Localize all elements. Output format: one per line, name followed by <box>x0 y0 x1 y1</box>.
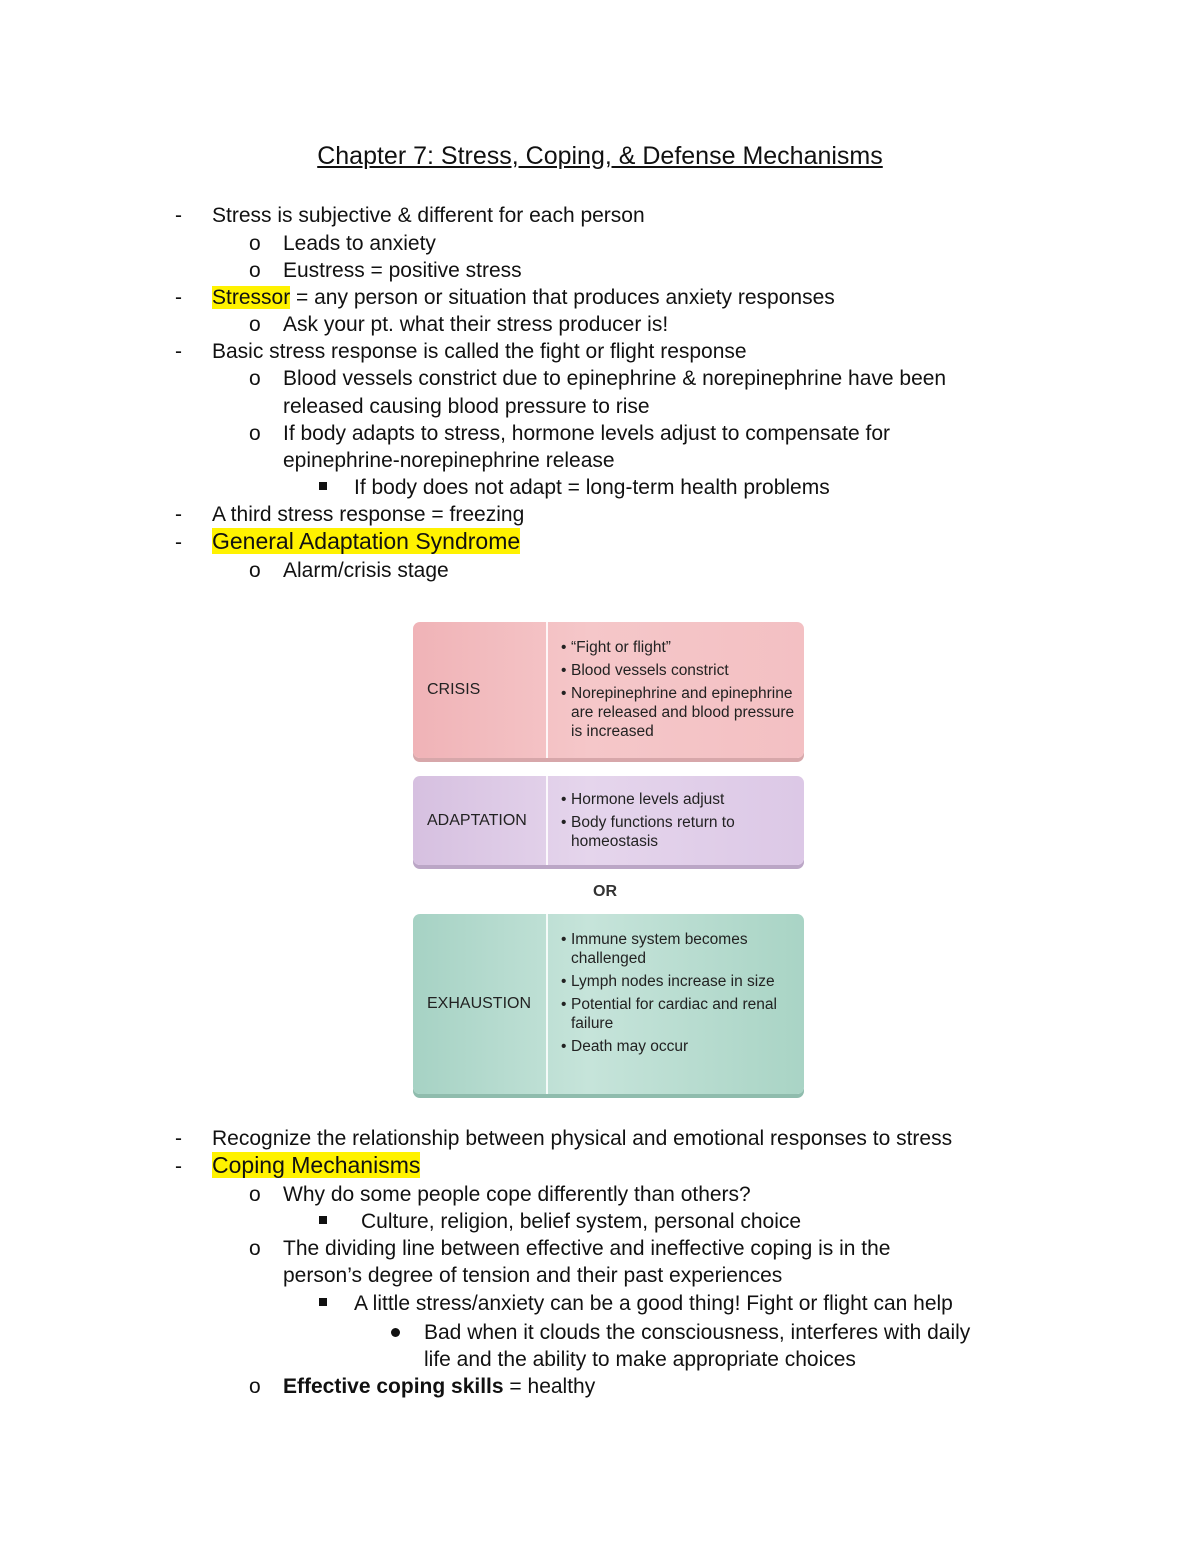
adaptation-item: • Body functions return to homeostasis <box>561 813 798 851</box>
square-bullet-icon <box>319 1298 327 1306</box>
circle-marker: o <box>249 367 261 390</box>
note-body-adapts-1: If body adapts to stress, hormone levels adjust to compensate for <box>283 422 890 445</box>
circle-marker: o <box>249 422 261 445</box>
circle-marker: o <box>249 232 261 255</box>
highlight-gas: General Adaptation Syndrome <box>212 528 521 554</box>
note-bad-when-2: life and the ability to make appropriate choices <box>424 1348 856 1371</box>
exhaustion-item: • Lymph nodes increase in size <box>561 972 798 991</box>
crisis-item: • “Fight or flight” <box>561 638 798 657</box>
circle-marker: o <box>249 1375 261 1398</box>
dash-marker: - <box>175 204 182 227</box>
circle-marker: o <box>249 259 261 282</box>
note-blood-vessels-1: Blood vessels constrict due to epinephrine & norepinephrine have been <box>283 367 947 390</box>
note-dividing-line-2: person’s degree of tension and their past experiences <box>283 1264 783 1287</box>
note-body-adapts-2: epinephrine-norepinephrine release <box>283 449 615 472</box>
square-bullet-icon <box>319 1216 327 1224</box>
note-why-cope: Why do some people cope differently than others? <box>283 1183 751 1206</box>
note-freezing: A third stress response = freezing <box>212 503 525 526</box>
crisis-item: • Norepinephrine and epinephrine are released and blood pressure is increased <box>561 684 798 741</box>
note-eustress: Eustress = positive stress <box>283 259 522 282</box>
round-bullet-icon <box>391 1328 400 1337</box>
dash-marker: - <box>175 340 182 363</box>
note-alarm-stage: Alarm/crisis stage <box>283 559 449 582</box>
exhaustion-item: • Immune system becomes challenged <box>561 930 798 968</box>
note-culture: Culture, religion, belief system, personal choice <box>361 1210 802 1233</box>
crisis-label: CRISIS <box>427 681 481 698</box>
adaptation-divider <box>546 776 548 865</box>
note-recognize: Recognize the relationship between physical and emotional responses to stress <box>212 1127 953 1150</box>
effective-coping-bold: Effective coping skills <box>283 1375 504 1398</box>
adaptation-item: • Hormone levels adjust <box>561 790 798 809</box>
or-label: OR <box>593 883 617 900</box>
exhaustion-label: EXHAUSTION <box>427 995 532 1012</box>
note-stressor <box>212 284 835 311</box>
note-gas-heading <box>212 528 520 555</box>
circle-marker: o <box>249 313 261 336</box>
crisis-list <box>561 638 798 745</box>
note-stress-subjective: Stress is subjective & different for each person <box>212 204 645 227</box>
note-blood-vessels-2: released causing blood pressure to rise <box>283 395 650 418</box>
note-ask-pt: Ask your pt. what their stress producer is! <box>283 313 669 336</box>
highlight-stressor: Stressor <box>212 286 291 309</box>
highlight-coping: Coping Mechanisms <box>212 1152 421 1178</box>
crisis-item: • Blood vessels constrict <box>561 661 798 680</box>
gas-exhaustion-box <box>413 914 804 1094</box>
circle-marker: o <box>249 1237 261 1260</box>
effective-coping-rest: = healthy <box>503 1375 596 1398</box>
note-effective-coping <box>283 1373 595 1400</box>
adaptation-list <box>561 790 798 855</box>
note-fight-or-flight: Basic stress response is called the fight or flight response <box>212 340 747 363</box>
circle-marker: o <box>249 559 261 582</box>
note-little-stress: A little stress/anxiety can be a good thing! Fight or flight can help <box>354 1292 953 1315</box>
exhaustion-list <box>561 930 798 1060</box>
note-not-adapt: If body does not adapt = long-term health problems <box>354 476 830 499</box>
adaptation-label: ADAPTATION <box>427 811 527 829</box>
circle-marker: o <box>249 1183 261 1206</box>
square-bullet-icon <box>319 482 327 490</box>
exhaustion-divider <box>546 914 548 1094</box>
page-title: Chapter 7: Stress, Coping, & Defense Mechanisms <box>317 142 883 170</box>
exhaustion-item: • Potential for cardiac and renal failure <box>561 995 798 1033</box>
gas-crisis-box <box>413 622 804 758</box>
dash-marker: - <box>175 531 182 554</box>
note-dividing-line-1: The dividing line between effective and ineffective coping is in the <box>283 1237 891 1260</box>
note-leads-to-anxiety: Leads to anxiety <box>283 232 436 255</box>
crisis-divider <box>546 622 548 758</box>
dash-marker: - <box>175 503 182 526</box>
note-coping-heading <box>212 1152 420 1179</box>
dash-marker: - <box>175 286 182 309</box>
dash-marker: - <box>175 1155 182 1178</box>
gas-adaptation-box <box>413 776 804 865</box>
stressor-definition: = any person or situation that produces anxiety responses <box>290 286 835 309</box>
note-bad-when-1: Bad when it clouds the consciousness, interferes with daily <box>424 1321 971 1344</box>
dash-marker: - <box>175 1127 182 1150</box>
exhaustion-item: • Death may occur <box>561 1037 798 1056</box>
